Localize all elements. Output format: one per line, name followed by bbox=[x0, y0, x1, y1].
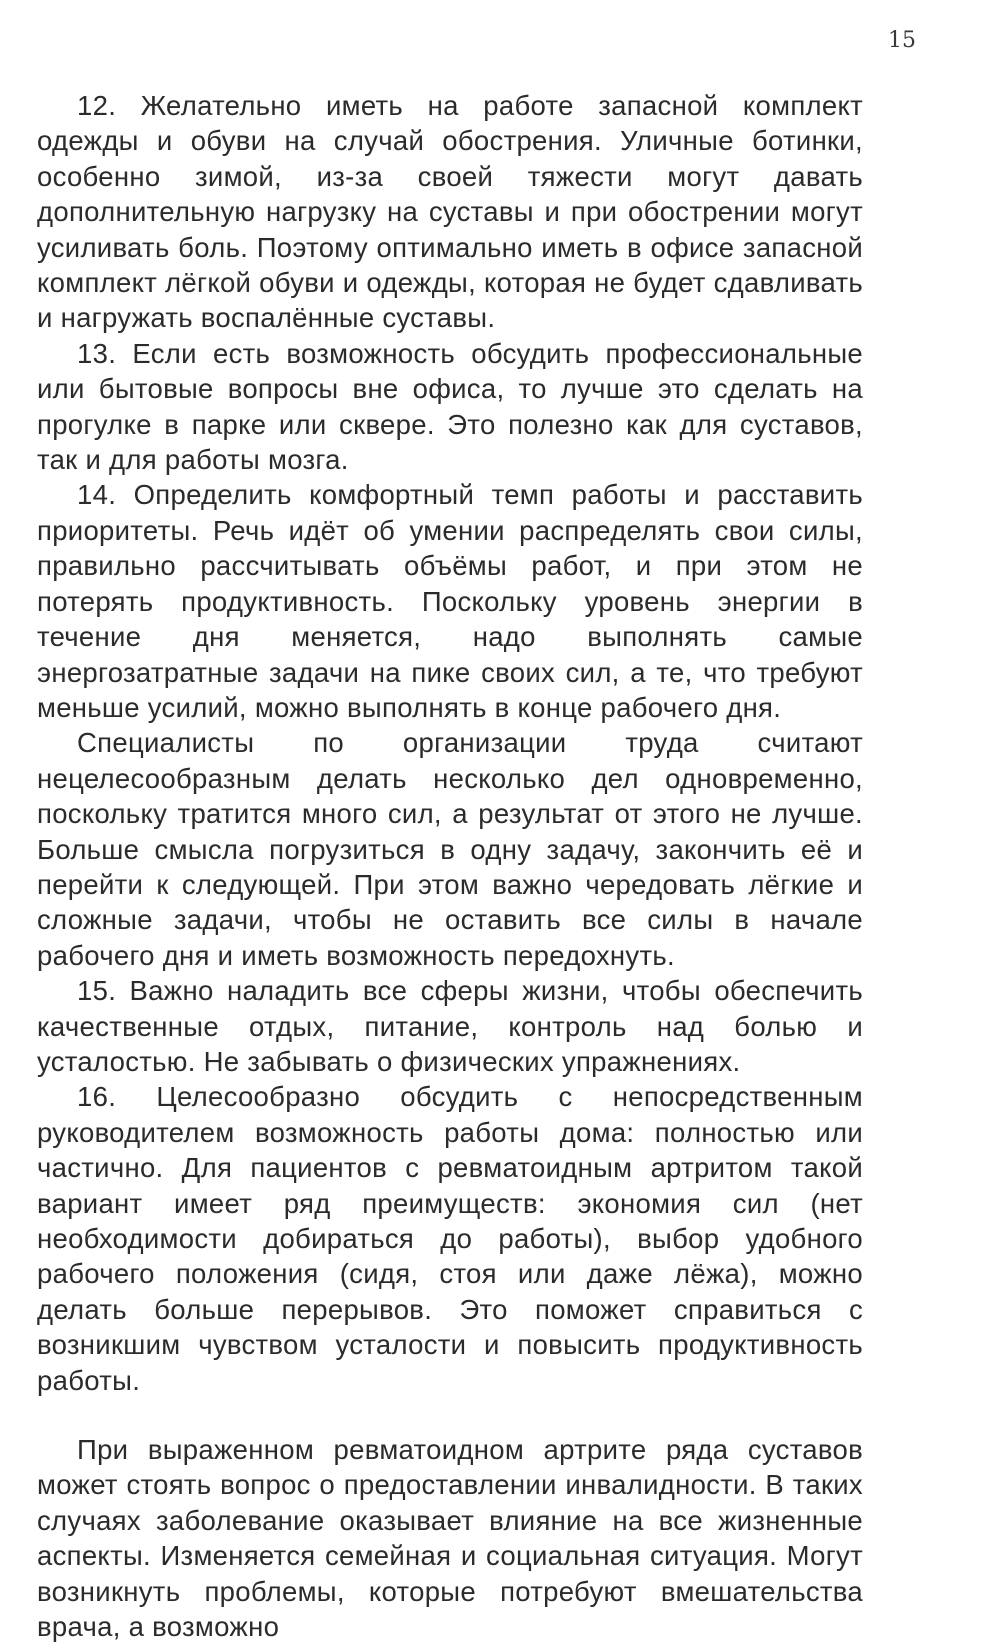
paragraph-work-organization: Специалисты по организации труда считают нецелесообразным делать несколько дел одновременно, поскольку тратится много сил, а результат от этого не лучше. Больше смысла погрузиться в одну задачу, закончить её и перейти к следующей. При этом важно чередовать лёгкие и сложные задачи, чтобы не оставить все силы в начале рабочего дня и иметь возможность передохнуть. bbox=[37, 727, 863, 971]
paragraph-item-12: 12. Желательно иметь на работе запасной комплект одежды и обуви на случай обострения. Уличные ботинки, особенно зимой, из-за своей тяжести могут давать дополнительную нагрузку на суставы и при обострении могут усиливать боль. Поэтому оптимально иметь в офисе запасной комплект лёгкой обуви и одежды, которая не будет сдавливать и нагружать воспалённые суставы. bbox=[37, 90, 863, 334]
paragraph-item-16: 16. Целесообразно обсудить с непосредственным руководителем возможность работы дома: полностью или частично. Для пациентов с ревматоидным артритом такой вариант имеет ряд преимуществ: экономия сил (нет необходимости добираться до работы), выбор удобного рабочего положения (сидя, стоя или даже лёжа), можно делать больше перерывов. Это поможет справиться с возникшим чувством усталости и повысить продуктивность работы. bbox=[37, 1081, 863, 1396]
page-number: 15 bbox=[888, 28, 916, 53]
paragraph-disability: При выраженном ревматоидном артрите ряда суставов может стоять вопрос о предоставлении инвалидности. В таких случаях заболевание оказывает влияние на все жизненные аспекты. Изменяется семейная и социальная ситуация. Могут возникнуть проблемы, которые потребуют вмешательства врача, а возможно bbox=[37, 1434, 863, 1643]
paragraph-item-13: 13. Если есть возможность обсудить профессиональные или бытовые вопросы вне офиса, то лучше это сделать на прогулке в парке или сквере. Это полезно как для суставов, так и для работы мозга. bbox=[37, 337, 863, 476]
paragraph-item-14: 14. Определить комфортный темп работы и расставить приоритеты. Речь идёт об умении распределять свои силы, правильно рассчитывать объёмы работ, и при этом не потерять продуктивность. Поскольку уровень энергии в течение дня меняется, надо выполнять самые энергозатратные задачи на пике своих сил, а те, что требуют меньше усилий, можно выполнять в конце рабочего дня. bbox=[37, 479, 863, 723]
page-body bbox=[37, 88, 863, 1644]
paragraph-item-15: 15. Важно наладить все сферы жизни, чтобы обеспечить качественные отдых, питание, контроль над болью и усталостью. Не забывать о физических упражнениях. bbox=[37, 975, 863, 1077]
